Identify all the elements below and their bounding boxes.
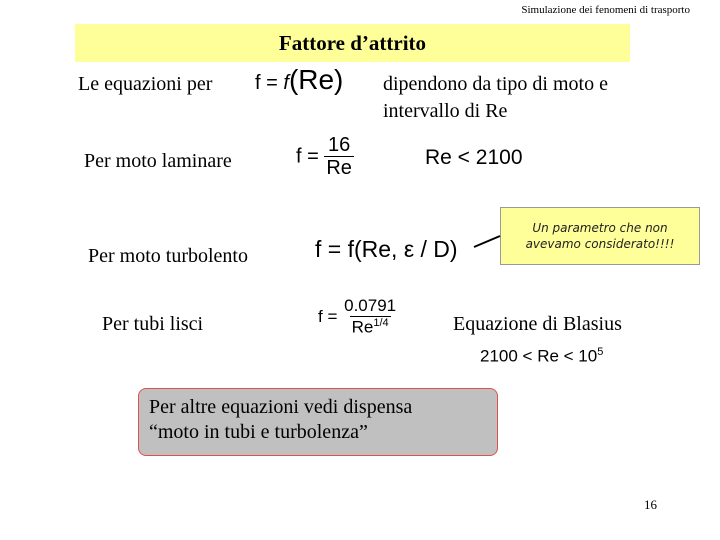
note-line1: Per altre equazioni vedi dispensa xyxy=(149,396,413,418)
page-number: 16 xyxy=(644,497,657,512)
blasius-numerator: 0.0791 xyxy=(344,296,397,315)
laminar-condition: Re < 2100 xyxy=(425,146,523,169)
intro-label: Le equazioni per xyxy=(78,73,213,95)
intro-text-line1: dipendono da tipo di moto e xyxy=(383,73,608,95)
formula-arg: (Re) xyxy=(288,64,344,95)
blasius-lhs: f = xyxy=(318,306,338,326)
range-exp: 5 xyxy=(597,346,604,358)
note-box xyxy=(138,388,498,456)
laminar-label: Per moto laminare xyxy=(84,150,232,172)
callout-line1: Un parametro che non xyxy=(532,220,668,235)
laminar-numerator: 16 xyxy=(328,134,351,156)
formula-eq: = xyxy=(266,72,278,94)
formula-f: f xyxy=(255,72,261,94)
laminar-denominator: Re xyxy=(326,157,352,179)
slide-title: Fattore d’attrito xyxy=(75,24,630,62)
note-line2: “moto in tubi e turbolenza” xyxy=(149,421,368,443)
blasius-den-exp: 1/4 xyxy=(373,316,389,329)
turbulent-formula: f = f(Re, ε / D) xyxy=(315,236,458,262)
turbulent-label: Per moto turbolento xyxy=(88,245,248,267)
callout-line2: avevamo considerato!!!! xyxy=(525,237,675,251)
laminar-lhs: f = xyxy=(296,145,319,168)
blasius-denominator xyxy=(350,316,391,337)
intro-text-line2: intervallo di Re xyxy=(383,100,508,122)
range-text: 2100 < Re < 10 xyxy=(480,346,598,366)
blasius-den-base: Re xyxy=(351,317,374,337)
header-note: Simulazione dei fenomeni di trasporto xyxy=(521,4,690,16)
blasius-name: Equazione di Blasius xyxy=(453,313,622,335)
blasius-formula xyxy=(318,297,398,337)
blasius-fraction xyxy=(342,297,398,337)
formula-fn: f xyxy=(283,72,289,94)
smooth-label: Per tubi lisci xyxy=(102,313,204,335)
blasius-range xyxy=(480,346,603,367)
